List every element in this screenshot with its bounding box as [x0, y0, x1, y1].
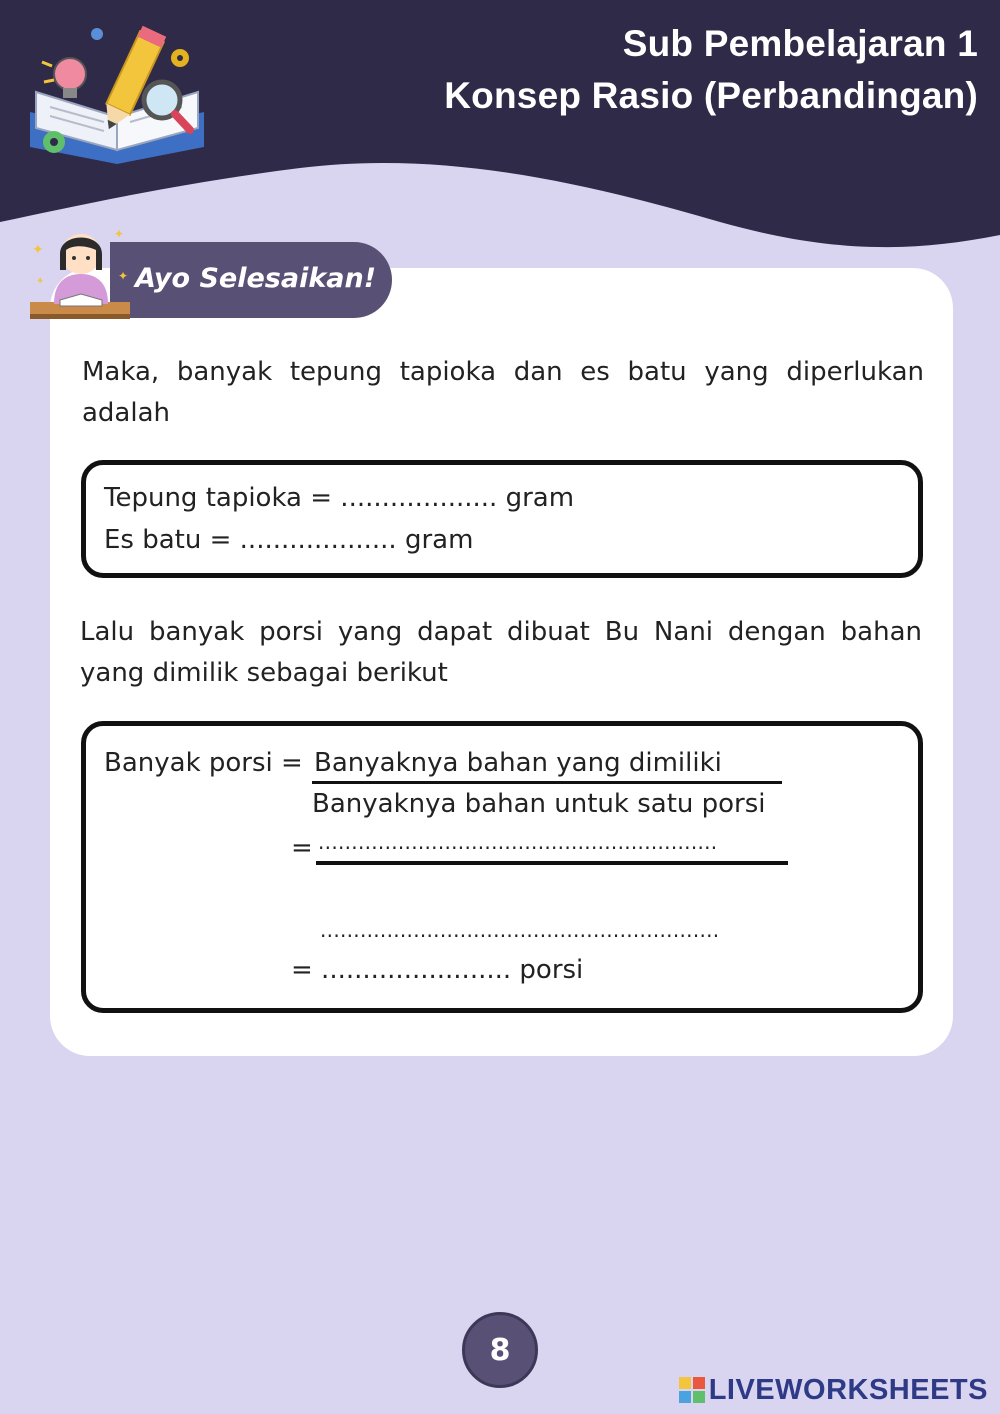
page-number-badge: 8 — [462, 1312, 538, 1388]
blank-numerator-field[interactable]: ............................................................ — [318, 830, 718, 854]
svg-text:✦: ✦ — [114, 227, 125, 241]
book-pencil-logo-icon — [22, 22, 212, 167]
fraction-denominator: Banyaknya bahan untuk satu porsi — [312, 789, 766, 819]
instruction-paragraph-2: Lalu banyak porsi yang dapat dibuat Bu Nani dengan bahan yang dimilik sebagai berikut — [80, 617, 922, 688]
fraction-bar-2 — [316, 861, 788, 865]
title-line-1: Sub Pembelajaran 1 — [622, 23, 978, 64]
blank-denominator-field[interactable]: ............................................................ — [320, 918, 720, 942]
liveworksheets-text: LIVEWORKSHEETS — [708, 1373, 988, 1406]
liveworksheets-brand — [679, 1372, 988, 1408]
fraction-numerator: Banyaknya bahan yang dimiliki — [314, 748, 722, 778]
porsi-result-line[interactable]: = ....................... porsi — [291, 955, 584, 985]
liveworksheets-logo-icon — [679, 1377, 705, 1403]
page-title — [444, 18, 978, 122]
es-batu-line[interactable]: Es batu = ................... gram — [104, 525, 474, 555]
svg-text:✦: ✦ — [118, 269, 129, 283]
svg-text:✦: ✦ — [32, 242, 44, 258]
svg-text:✦: ✦ — [36, 276, 45, 287]
instruction-paragraph-1: Maka, banyak tepung tapioka dan es batu yang diperlukan adalah — [82, 357, 924, 428]
banyak-porsi-label: Banyak porsi = — [104, 748, 303, 778]
tepung-tapioka-line[interactable]: Tepung tapioka = ................... gram — [104, 483, 575, 513]
studying-girl-icon — [26, 214, 136, 324]
equals-sign-2: = — [291, 833, 313, 863]
title-line-2: Konsep Rasio (Perbandingan) — [444, 75, 978, 116]
section-badge-label: Ayo Selesaikan! — [135, 263, 377, 294]
